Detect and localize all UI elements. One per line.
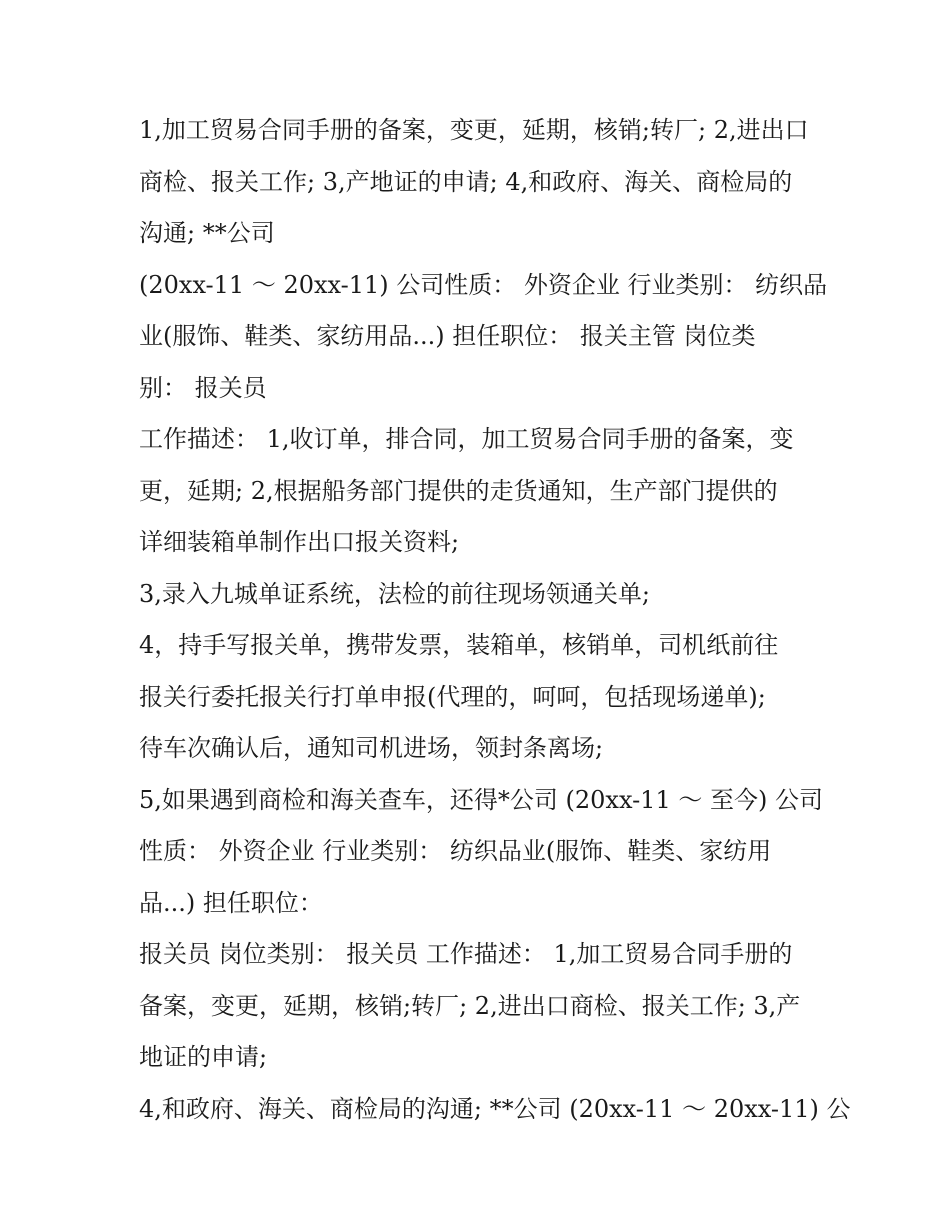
text-line: 性质： 外资企业 行业类别： 纺织品业(服饰、鞋类、家纺用 <box>139 837 772 865</box>
text-line: 报关行委托报关行打单申报(代理的，呵呵，包括现场递单); <box>139 682 766 711</box>
text-line: 更，延期; 2,根据船务部门提供的走货通知，生产部门提供的 <box>139 476 778 505</box>
text-line: 地证的申请; <box>139 1043 268 1071</box>
text-line: (20xx-11 ～ 20xx-11) 公司性质： 外资企业 行业类别： 纺织品 <box>139 270 828 299</box>
text-line: 沟通; **公司 <box>139 219 275 247</box>
text-line: 待车次确认后，通知司机进场，领封条离场; <box>139 734 604 762</box>
text-line: 报关员 岗位类别： 报关员 工作描述： 1,加工贸易合同手册的 <box>139 940 793 968</box>
text-line: 备案，变更，延期，核销;转厂; 2,进出口商检、报关工作; 3,产 <box>139 991 801 1020</box>
document-body <box>139 105 851 1135</box>
text-line: 5,如果遇到商检和海关查车，还得*公司 (20xx-11 ～ 至今) 公司 <box>139 785 823 814</box>
text-line: 业(服饰、鞋类、家纺用品...) 担任职位： 报关主管 岗位类 <box>139 322 756 350</box>
text-line: 商检、报关工作; 3,产地证的申请; 4,和政府、海关、商检局的 <box>139 167 793 196</box>
text-line: 3,录入九城单证系统，法检的前往现场领通关单; <box>139 579 650 608</box>
text-line: 4,和政府、海关、商检局的沟通; **公司 (20xx-11 ～ 20xx-11) 公 <box>139 1094 851 1123</box>
text-line: 别： 报关员 <box>139 373 267 402</box>
text-line: 工作描述： 1,收订单，排合同，加工贸易合同手册的备案，变 <box>139 425 794 453</box>
text-line: 1,加工贸易合同手册的备案，变更，延期，核销;转厂; 2,进出口 <box>139 116 809 144</box>
text-line: 品...) 担任职位： <box>139 888 323 917</box>
text-line: 详细装箱单制作出口报关资料; <box>139 528 460 556</box>
text-line: 4，持手写报关单，携带发票，装箱单，核销单，司机纸前往 <box>139 631 779 659</box>
